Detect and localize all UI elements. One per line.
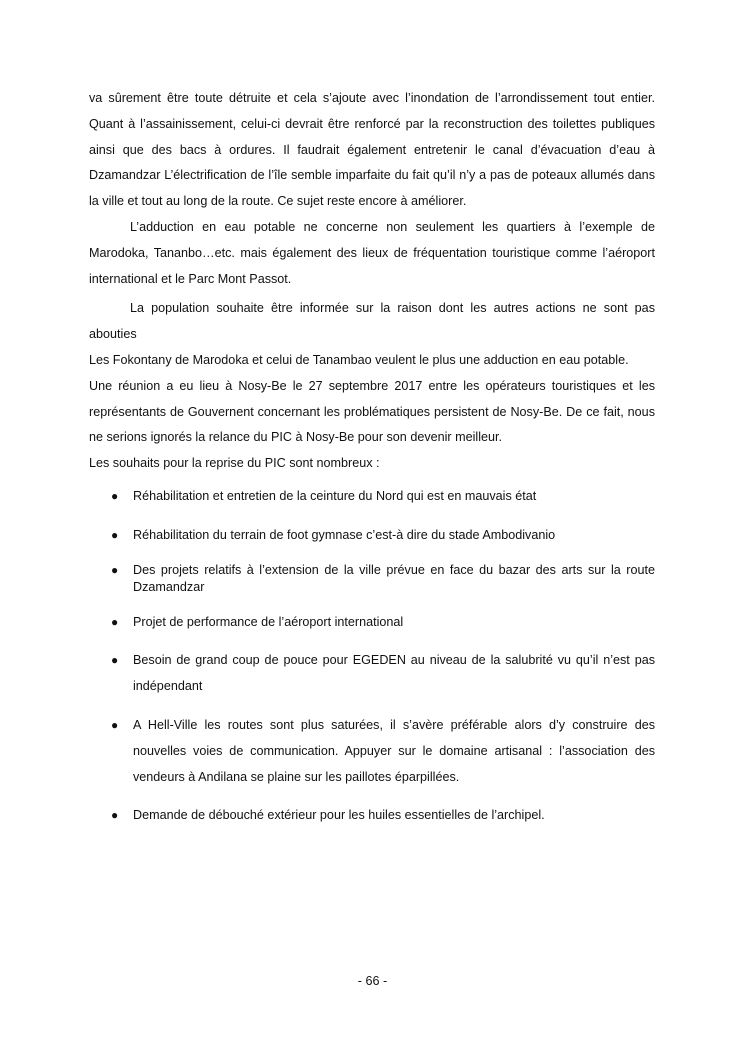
paragraph-water-supply: L’adduction en eau potable ne concerne non seulement les quartiers à l’exemple de Marodoka, Tananbo…etc. mais également des lieux de fréquentation touristique comme l’aéroport international et le Parc Mont Passot. — [89, 219, 655, 286]
list-item — [89, 610, 655, 636]
list-item-text: Demande de débouché extérieur pour les huiles essentielles de l’archipel. — [133, 808, 545, 823]
list-item-text: Réhabilitation du terrain de foot gymnase c’est-à dire du stade Ambodivanio — [133, 527, 556, 542]
bullet-icon: ● — [111, 527, 119, 542]
page-number: - 66 - — [357, 974, 388, 988]
list-item — [89, 713, 655, 790]
bullet-icon: ● — [111, 562, 119, 577]
paragraph-wishes-intro: Les souhaits pour la reprise du PIC sont nombreux : — [89, 456, 380, 471]
list-item-text: Des projets relatifs à l’extension de la ville prévue en face du bazar des arts sur la route Dzamandzar — [133, 562, 655, 594]
paragraph-fokontany: Les Fokontany de Marodoka et celui de Tanambao veulent le plus une adduction en eau potable. — [89, 352, 629, 367]
bullet-icon: ● — [111, 614, 119, 629]
list-item — [89, 484, 655, 510]
bullet-icon: ● — [111, 653, 119, 668]
bullet-icon: ● — [111, 808, 119, 823]
list-item-text: A Hell-Ville les routes sont plus saturées, il s’avère préférable alors d’y construire des nouvelles voies de communication. Appuyer sur le domaine artisanal : l’association des vendeurs à Andilana se plaine sur les paillotes éparpillées. — [133, 717, 655, 784]
list-item-text: Réhabilitation et entretien de la ceinture du Nord qui est en mauvais état — [133, 488, 537, 503]
list-item-text: Projet de performance de l’aéroport international — [133, 614, 404, 629]
list-item-text: Besoin de grand coup de pouce pour EGEDEN au niveau de la salubrité vu qu’il n’est pas indépendant — [133, 653, 655, 694]
list-item — [89, 648, 655, 700]
body-text — [89, 86, 655, 842]
list-item — [89, 803, 655, 829]
paragraph-continuation: va sûrement être toute détruite et cela s’ajoute avec l’inondation de l’arrondissement tout entier. Quant à l’assainissement, celui-ci devrait être renforcé par la reconstruction des toilettes publiques ainsi que des bacs à ordures. Il faudrait également entretenir le canal d’évacuation d’eau à Dzamandzar L’électrification de l’île semble imparfaite du fait qu’il n’y a pas de poteaux allumés dans la ville et tout au long de la route. Ce sujet reste encore à améliorer. — [89, 91, 655, 209]
list-item — [89, 562, 655, 596]
paragraph-population: La population souhaite être informée sur la raison dont les autres actions ne sont pas abouties — [89, 301, 655, 342]
list-item — [89, 523, 655, 549]
bullet-icon: ● — [111, 717, 119, 732]
bullet-icon: ● — [111, 488, 119, 503]
paragraph-meeting: Une réunion a eu lieu à Nosy-Be le 27 septembre 2017 entre les opérateurs touristiques et les représentants de Gouvernent concernant les problématiques persistent de Nosy-Be. De ce fait, nous ne serions ignorés la relance du PIC à Nosy-Be pour son devenir meilleur. — [89, 378, 655, 445]
wishes-list — [89, 484, 655, 829]
